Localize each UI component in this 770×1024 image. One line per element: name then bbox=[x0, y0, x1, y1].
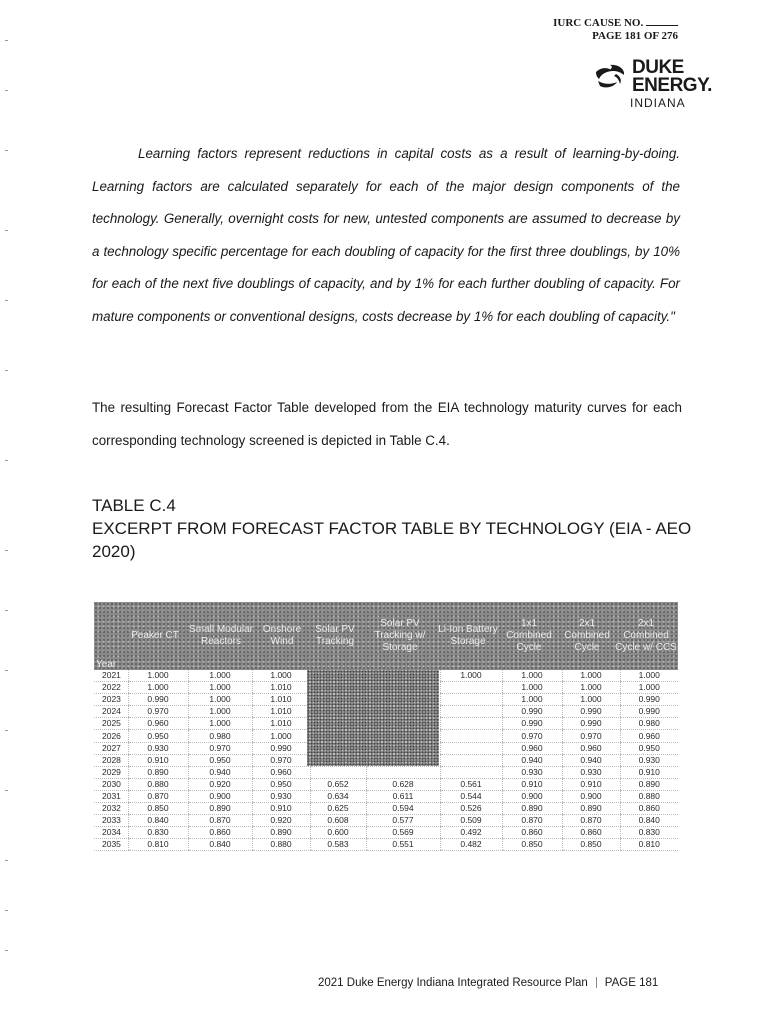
table-row bbox=[94, 766, 678, 778]
factor-cell: 0.970 bbox=[128, 706, 188, 718]
page-footer bbox=[318, 977, 658, 989]
factor-cell: 0.890 bbox=[620, 778, 678, 790]
factor-cell: 0.860 bbox=[502, 827, 562, 839]
factor-cell: 0.810 bbox=[620, 839, 678, 851]
factor-cell: 0.569 bbox=[366, 827, 440, 839]
factor-cell: 0.910 bbox=[252, 803, 310, 815]
year-cell: 2030 bbox=[94, 778, 128, 790]
factor-cell: 0.890 bbox=[188, 803, 252, 815]
factor-cell: 0.810 bbox=[128, 839, 188, 851]
year-cell: 2031 bbox=[94, 790, 128, 802]
header-2x1-combined-cycle: 2x1 Combined Cycle bbox=[564, 618, 610, 653]
factor-cell: 0.900 bbox=[562, 790, 620, 802]
factor-cell: 0.930 bbox=[562, 766, 620, 778]
cause-number-blank bbox=[646, 16, 678, 26]
factor-cell: 0.950 bbox=[252, 778, 310, 790]
year-cell: 2021 bbox=[94, 670, 128, 682]
cause-header bbox=[553, 16, 678, 43]
factor-cell: 0.611 bbox=[366, 790, 440, 802]
factor-cell: 0.890 bbox=[252, 827, 310, 839]
table-row bbox=[94, 815, 678, 827]
factor-cell: 0.880 bbox=[128, 778, 188, 790]
footer-divider bbox=[596, 977, 597, 988]
factor-cell: 0.509 bbox=[440, 815, 502, 827]
factor-cell bbox=[310, 766, 366, 778]
cause-label: IURC CAUSE NO. bbox=[553, 17, 644, 29]
header-li-ion-battery: Li-Ion Battery Storage bbox=[438, 624, 498, 647]
factor-cell: 0.482 bbox=[440, 839, 502, 851]
factor-cell: 0.970 bbox=[502, 730, 562, 742]
factor-cell: 0.990 bbox=[502, 718, 562, 730]
factor-cell: 0.990 bbox=[502, 706, 562, 718]
factor-cell: 1.000 bbox=[620, 682, 678, 694]
factor-cell bbox=[440, 742, 502, 754]
factor-cell: 0.930 bbox=[502, 766, 562, 778]
factor-cell: 0.910 bbox=[128, 754, 188, 766]
factor-cell: 0.960 bbox=[128, 718, 188, 730]
table-row bbox=[94, 839, 678, 851]
factor-cell: 0.990 bbox=[562, 718, 620, 730]
factor-cell: 0.625 bbox=[310, 803, 366, 815]
factor-cell: 0.628 bbox=[366, 778, 440, 790]
page-of-label: PAGE 181 OF 276 bbox=[592, 30, 678, 42]
factor-cell: 0.940 bbox=[562, 754, 620, 766]
header-peaker-ct: Peaker CT bbox=[131, 630, 179, 641]
logo-indiana: INDIANA bbox=[630, 96, 686, 110]
factor-cell: 0.910 bbox=[620, 766, 678, 778]
logo-energy: ENERGY. bbox=[632, 75, 712, 96]
factor-cell: 0.830 bbox=[620, 827, 678, 839]
factor-cell: 0.950 bbox=[188, 754, 252, 766]
factor-cell: 0.930 bbox=[252, 790, 310, 802]
table-row bbox=[94, 827, 678, 839]
year-cell: 2034 bbox=[94, 827, 128, 839]
factor-cell: 0.870 bbox=[562, 815, 620, 827]
factor-cell: 1.000 bbox=[620, 670, 678, 682]
factor-cell: 1.000 bbox=[252, 670, 310, 682]
header-solar-pv-storage: Solar PV Tracking w/ Storage bbox=[374, 618, 426, 653]
table-header-row bbox=[94, 602, 678, 670]
year-cell: 2035 bbox=[94, 839, 128, 851]
factor-cell: 0.900 bbox=[188, 790, 252, 802]
year-cell: 2028 bbox=[94, 754, 128, 766]
factor-cell: 0.990 bbox=[620, 694, 678, 706]
factor-cell: 0.980 bbox=[188, 730, 252, 742]
factor-cell: 0.890 bbox=[562, 803, 620, 815]
factor-cell: 1.000 bbox=[188, 718, 252, 730]
factor-cell: 0.870 bbox=[502, 815, 562, 827]
factor-cell: 0.880 bbox=[252, 839, 310, 851]
factor-cell: 1.000 bbox=[562, 682, 620, 694]
factor-cell: 1.000 bbox=[440, 670, 502, 682]
duke-energy-logo bbox=[592, 56, 712, 116]
table-row bbox=[94, 778, 678, 790]
factor-cell: 0.870 bbox=[188, 815, 252, 827]
factor-cell: 0.600 bbox=[310, 827, 366, 839]
footer-title: 2021 Duke Energy Indiana Integrated Resource Plan bbox=[318, 977, 588, 989]
factor-cell: 0.860 bbox=[620, 803, 678, 815]
year-cell: 2026 bbox=[94, 730, 128, 742]
factor-cell: 0.608 bbox=[310, 815, 366, 827]
factor-cell: 1.000 bbox=[188, 682, 252, 694]
factor-cell: 0.526 bbox=[440, 803, 502, 815]
factor-cell: 0.850 bbox=[128, 803, 188, 815]
year-cell: 2025 bbox=[94, 718, 128, 730]
factor-cell: 1.000 bbox=[502, 694, 562, 706]
factor-cell: 0.930 bbox=[620, 754, 678, 766]
factor-cell: 0.990 bbox=[620, 706, 678, 718]
year-cell: 2023 bbox=[94, 694, 128, 706]
year-cell: 2027 bbox=[94, 742, 128, 754]
factor-cell: 0.940 bbox=[502, 754, 562, 766]
header-small-modular-reactors: Small Modular Reactors bbox=[189, 624, 253, 647]
factor-cell: 0.492 bbox=[440, 827, 502, 839]
factor-cell: 0.634 bbox=[310, 790, 366, 802]
factor-cell: 0.950 bbox=[128, 730, 188, 742]
factor-cell: 0.970 bbox=[252, 754, 310, 766]
factor-cell: 1.000 bbox=[562, 670, 620, 682]
factor-cell: 0.860 bbox=[188, 827, 252, 839]
factor-cell: 0.830 bbox=[128, 827, 188, 839]
factor-cell bbox=[440, 706, 502, 718]
factor-cell bbox=[440, 766, 502, 778]
table-row bbox=[94, 790, 678, 802]
factor-cell bbox=[440, 718, 502, 730]
factor-cell: 1.010 bbox=[252, 682, 310, 694]
factor-cell: 0.860 bbox=[562, 827, 620, 839]
factor-cell: 0.910 bbox=[502, 778, 562, 790]
logo-duke: DUKE bbox=[632, 57, 684, 78]
factor-cell: 0.594 bbox=[366, 803, 440, 815]
factor-cell: 0.870 bbox=[128, 790, 188, 802]
factor-cell: 0.577 bbox=[366, 815, 440, 827]
factor-cell: 0.960 bbox=[502, 742, 562, 754]
factor-cell: 0.561 bbox=[440, 778, 502, 790]
factor-cell: 1.000 bbox=[188, 706, 252, 718]
factor-cell: 0.940 bbox=[188, 766, 252, 778]
header-year: Year bbox=[96, 659, 117, 670]
header-solar-pv-tracking: Solar PV Tracking bbox=[315, 624, 355, 647]
factor-cell: 1.000 bbox=[188, 694, 252, 706]
quote-text: Learning factors represent reductions in capital costs as a result of learning-by-doing. Learning factors are calculated separately for each of the major design components of the technology. Generally, overnight costs for new, untested components are assumed to decrease by a technology specific percentage for each doubling of capacity for the first three doublings, by 10% for each of the next five doublings of capacity, and by 1% for each further doubling of capacity. For mature components or conventional designs, costs decrease by 1% for each doubling of capacity." bbox=[92, 146, 680, 324]
scan-edge-marks bbox=[5, 30, 9, 960]
table-number: TABLE C.4 bbox=[92, 496, 176, 515]
factor-cell: 0.583 bbox=[310, 839, 366, 851]
factor-cell: 0.890 bbox=[502, 803, 562, 815]
year-cell: 2033 bbox=[94, 815, 128, 827]
forecast-factor-paragraph: The resulting Forecast Factor Table developed from the EIA technology maturity curves for each corresponding technology screened is depicted in Table C.4. bbox=[92, 400, 682, 448]
factor-cell: 0.990 bbox=[562, 706, 620, 718]
factor-cell: 0.960 bbox=[252, 766, 310, 778]
factor-cell: 1.010 bbox=[252, 694, 310, 706]
factor-cell bbox=[440, 694, 502, 706]
header-2x1-cc-ccs: 2x1 Combined Cycle w/ CCS bbox=[615, 618, 677, 653]
factor-cell: 0.970 bbox=[562, 730, 620, 742]
year-cell: 2022 bbox=[94, 682, 128, 694]
learning-factors-quote bbox=[92, 138, 680, 333]
factor-cell: 0.950 bbox=[620, 742, 678, 754]
table-row bbox=[94, 803, 678, 815]
factor-cell bbox=[440, 682, 502, 694]
factor-cell: 0.990 bbox=[252, 742, 310, 754]
factor-cell: 1.000 bbox=[502, 670, 562, 682]
factor-cell: 0.920 bbox=[188, 778, 252, 790]
header-1x1-combined-cycle: 1x1 Combined Cycle bbox=[506, 618, 552, 653]
factor-cell: 0.990 bbox=[128, 694, 188, 706]
scan-noise-block bbox=[307, 670, 439, 766]
year-cell: 2032 bbox=[94, 803, 128, 815]
factor-cell: 1.010 bbox=[252, 706, 310, 718]
factor-cell: 0.930 bbox=[128, 742, 188, 754]
factor-cell: 0.960 bbox=[562, 742, 620, 754]
factor-cell bbox=[366, 766, 440, 778]
factor-cell: 0.544 bbox=[440, 790, 502, 802]
factor-cell: 1.000 bbox=[128, 682, 188, 694]
factor-cell: 1.000 bbox=[128, 670, 188, 682]
factor-cell: 0.880 bbox=[620, 790, 678, 802]
duke-energy-swirl-icon bbox=[592, 62, 628, 90]
factor-cell: 0.840 bbox=[620, 815, 678, 827]
factor-cell bbox=[440, 754, 502, 766]
factor-cell: 0.970 bbox=[188, 742, 252, 754]
factor-cell: 0.551 bbox=[366, 839, 440, 851]
factor-cell: 0.920 bbox=[252, 815, 310, 827]
factor-cell: 0.850 bbox=[502, 839, 562, 851]
factor-cell: 0.890 bbox=[128, 766, 188, 778]
factor-cell: 0.910 bbox=[562, 778, 620, 790]
factor-cell: 1.000 bbox=[502, 682, 562, 694]
header-onshore-wind: Onshore Wind bbox=[262, 624, 302, 647]
factor-cell: 0.652 bbox=[310, 778, 366, 790]
factor-cell: 0.960 bbox=[620, 730, 678, 742]
factor-cell bbox=[440, 730, 502, 742]
factor-cell: 1.000 bbox=[188, 670, 252, 682]
factor-cell: 0.840 bbox=[128, 815, 188, 827]
factor-cell: 1.010 bbox=[252, 718, 310, 730]
forecast-factor-table bbox=[94, 602, 678, 851]
table-caption: EXCERPT FROM FORECAST FACTOR TABLE BY TECHNOLOGY (EIA - AEO 2020) bbox=[92, 519, 692, 561]
table-title bbox=[92, 494, 692, 563]
factor-cell: 0.840 bbox=[188, 839, 252, 851]
factor-cell: 1.000 bbox=[562, 694, 620, 706]
footer-page: PAGE 181 bbox=[604, 977, 659, 989]
factor-cell: 0.850 bbox=[562, 839, 620, 851]
factor-cell: 0.900 bbox=[502, 790, 562, 802]
year-cell: 2024 bbox=[94, 706, 128, 718]
year-cell: 2029 bbox=[94, 766, 128, 778]
factor-cell: 1.000 bbox=[252, 730, 310, 742]
factor-cell: 0.980 bbox=[620, 718, 678, 730]
